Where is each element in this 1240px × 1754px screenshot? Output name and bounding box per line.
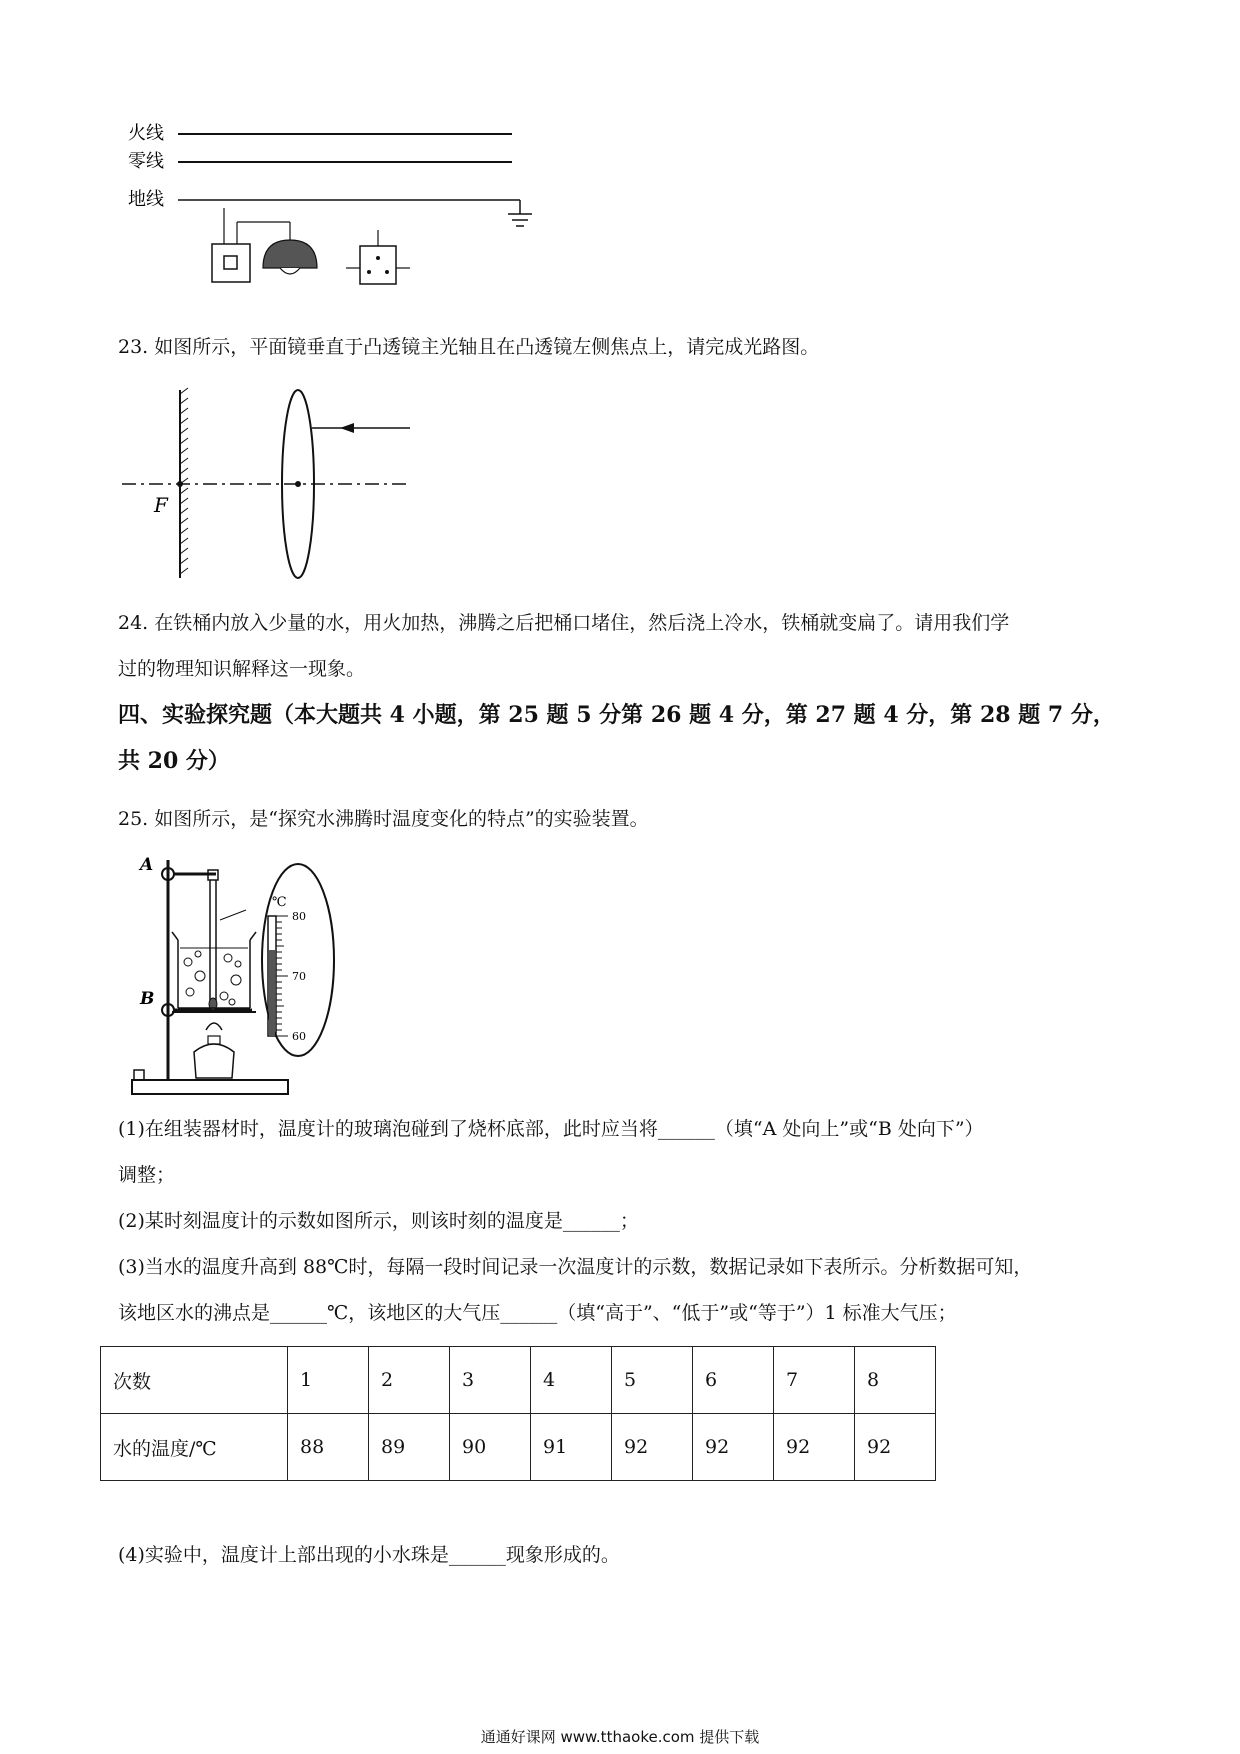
- question-24-line1: 24. 在铁桶内放入少量的水，用火加热，沸腾之后把桶口堵住，然后浇上冷水，铁桶就变扁了。请用我们学: [118, 612, 1010, 634]
- table-cell: 2: [369, 1347, 450, 1414]
- alcohol-lamp: [194, 1023, 234, 1078]
- question-25-intro: 25. 如图所示，是“探究水沸腾时温度变化的特点”的实验装置。: [118, 808, 649, 830]
- section-4-heading-line1: 四、实验探究题（本大题共 4 小题，第 25 题 5 分第 26 题 4 分，第 27 题 4 分，第 28 题 7 分，: [118, 702, 1115, 728]
- incident-ray: [312, 423, 410, 433]
- table-row-count: [101, 1347, 936, 1414]
- circuit-figure: [120, 118, 540, 298]
- temperature-table-wrapper: [100, 1346, 936, 1481]
- question-25-part3-line1: (3)当水的温度升高到 88℃时，每隔一段时间记录一次温度计的示数，数据记录如下表所示。分析数据可知，: [118, 1256, 1033, 1278]
- ground-symbol: [508, 200, 532, 226]
- lamp-symbol: [263, 222, 317, 274]
- focus-label: F: [154, 493, 168, 517]
- optical-center: [295, 481, 301, 487]
- table-cell: 91: [531, 1414, 612, 1481]
- question-25-part3-line2: 该地区水的沸点是______℃，该地区的大气压______（填“高于”、“低于”或“等于”）1 标准大气压；: [118, 1302, 957, 1324]
- table-cell: 92: [774, 1414, 855, 1481]
- table-cell: 6: [693, 1347, 774, 1414]
- question-25-part1-line2: 调整；: [118, 1164, 176, 1186]
- table-cell: 89: [369, 1414, 450, 1481]
- table-cell: 88: [288, 1414, 369, 1481]
- question-25-part2: (2)某时刻温度计的示数如图所示，则该时刻的温度是______；: [118, 1210, 639, 1232]
- clamp-b-label: B: [140, 989, 155, 1009]
- temperature-table: [100, 1346, 936, 1481]
- table-cell: 92: [612, 1414, 693, 1481]
- table-cell: 90: [450, 1414, 531, 1481]
- table-cell: 4: [531, 1347, 612, 1414]
- clamp-a-label: A: [140, 855, 154, 875]
- table-cell: 8: [855, 1347, 936, 1414]
- lens-diagram: [120, 384, 420, 586]
- question-25-part1-line1: (1)在组装器材时，温度计的玻璃泡碰到了烧杯底部，此时应当将______（填“A 处向上”或“B 处向下”）: [118, 1118, 984, 1140]
- table-row-temperature: [101, 1414, 936, 1481]
- thermometer-scale-zoom: [262, 864, 334, 1056]
- table-cell: 92: [693, 1414, 774, 1481]
- beaker: [172, 932, 256, 1008]
- table-cell: 3: [450, 1347, 531, 1414]
- table-row-header: 次数: [101, 1347, 288, 1414]
- table-cell: 5: [612, 1347, 693, 1414]
- section-4-heading-line2: 共 20 分）: [118, 748, 230, 774]
- boiling-apparatus-figure: [128, 852, 348, 1100]
- lens-figure: [120, 384, 420, 586]
- zoom-pointer: [220, 910, 246, 920]
- circuit-diagram: [120, 118, 540, 298]
- thermometer: [208, 870, 218, 1010]
- table-cell: 7: [774, 1347, 855, 1414]
- scale-70: 70: [292, 970, 306, 983]
- table-row-header: 水的温度/℃: [101, 1414, 288, 1481]
- focus-point: [177, 481, 183, 487]
- boiling-apparatus-diagram: [128, 852, 348, 1100]
- ground-wire-label: 地线: [128, 189, 164, 210]
- neutral-wire-label: 零线: [128, 151, 164, 172]
- thermometer-unit: ℃: [272, 895, 287, 910]
- question-25-part4: (4)实验中，温度计上部出现的小水珠是______现象形成的。: [118, 1544, 620, 1566]
- question-23-text: 23. 如图所示，平面镜垂直于凸透镜主光轴且在凸透镜左侧焦点上，请完成光路图。: [118, 336, 820, 358]
- table-cell: 92: [855, 1414, 936, 1481]
- table-cell: 1: [288, 1347, 369, 1414]
- scale-80: 80: [292, 910, 306, 923]
- scale-60: 60: [292, 1030, 306, 1043]
- live-wire-label: 火线: [128, 123, 164, 144]
- socket-symbol: [346, 230, 410, 284]
- page-footer: 通通好课网 www.tthaoke.com 提供下载: [480, 1728, 760, 1746]
- question-24-line2: 过的物理知识解释这一现象。: [118, 658, 366, 680]
